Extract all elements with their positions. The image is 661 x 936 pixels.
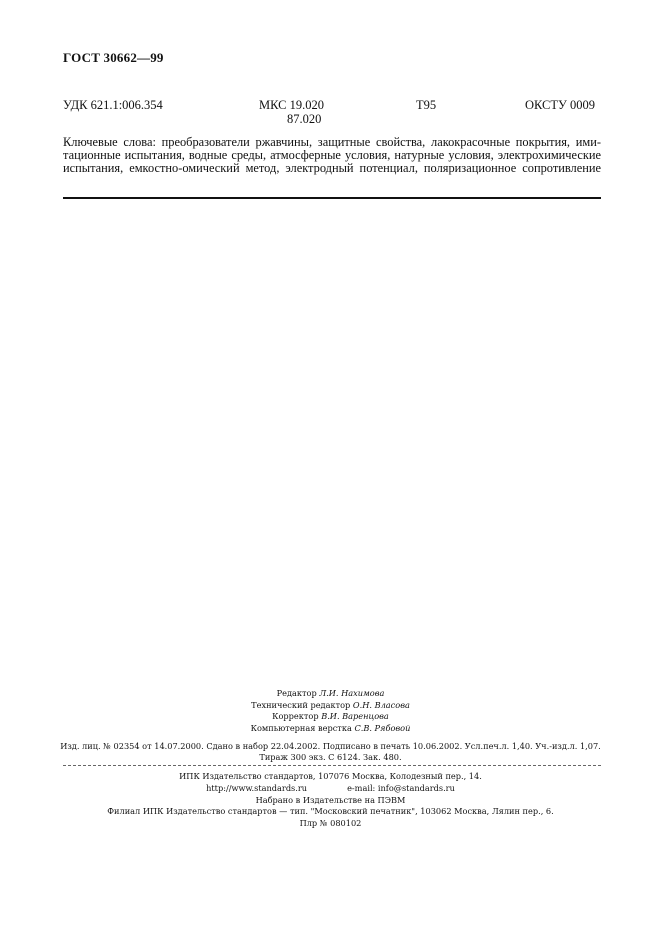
publisher-address: ИПК Издательство стандартов, 107076 Москва, Колодезный пер., 14. [179, 771, 482, 781]
credit-editor-name: Л.И. Нахимова [319, 688, 385, 698]
website-link[interactable]: http://www.standards.ru [206, 782, 308, 793]
email-link[interactable]: e-mail: info@standards.ru [347, 782, 455, 793]
okstu-code: ОКСТУ 0009 [525, 98, 596, 112]
typeset-note: Набрано в Издательстве на ПЭВМ [255, 794, 406, 805]
group-code: Т95 [416, 98, 437, 112]
mks-code: МКС 19.020 [259, 98, 324, 112]
publication-line-1: Изд. лиц. № 02354 от 14.07.2000. Сдано в набор 22.04.2002. Подписано в печать 10.06.2002. Усл.печ.л. 1,40. Уч.-изд.л. 1,07. [60, 741, 601, 751]
mks-code-secondary: 87.020 [287, 112, 322, 126]
credit-editor-role: Редактор [276, 688, 317, 698]
publication-line-2: Тираж 300 экз. С 6124. Зак. 480. [259, 752, 402, 762]
printing-info [0, 771, 661, 830]
credit-layout [0, 723, 661, 735]
contact-row [0, 783, 661, 795]
plr-number: Плр № 080102 [299, 818, 362, 829]
keywords-block [63, 136, 601, 175]
keywords-line-3: испытания, емкостно-омический метод, электродный потенциал, поляризационное сопротивление [63, 161, 601, 175]
credit-tech-editor-name: О.Н. Власова [352, 699, 410, 710]
udk-code: УДК 621.1:006.354 [63, 98, 163, 112]
credit-corrector [0, 711, 661, 723]
credit-layout-role: Компьютерная верстка [250, 722, 352, 733]
branch-address: Филиал ИПК Издательство стандартов — тип. "Московский печатник", 103062 Москва, Лялин пер., 6. [107, 806, 554, 817]
credit-corrector-name: В.И. Варенцова [321, 711, 389, 721]
credit-editor [0, 688, 661, 700]
keywords-line-1: Ключевые слова: преобразователи ржавчины, защитные свойства, лакокрасочные покрытия, ими- [63, 135, 601, 149]
publication-info [0, 741, 661, 763]
section-divider [63, 197, 601, 199]
credit-tech-editor-role: Технический редактор [251, 699, 351, 710]
credit-layout-name: С.В. Рябовой [354, 722, 411, 733]
colophon-credits [0, 688, 661, 734]
keywords-line-2: тационные испытания, водные среды, атмосферные условия, натурные условия, электрохимические [63, 148, 601, 162]
credit-corrector-role: Корректор [272, 711, 319, 721]
standard-code: ГОСТ 30662—99 [63, 50, 164, 65]
dashed-divider [63, 765, 601, 766]
credit-tech-editor [0, 700, 661, 712]
